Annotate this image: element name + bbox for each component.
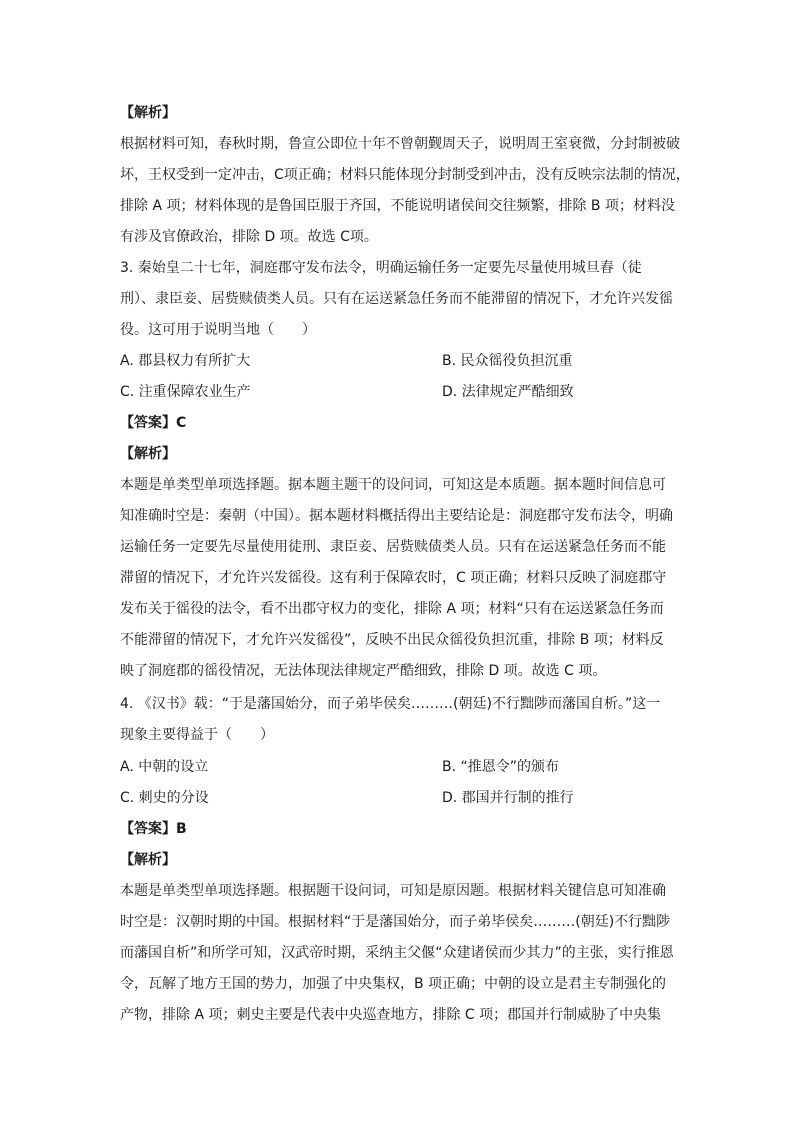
analysis-label: 【解析】: [120, 105, 176, 121]
analysis-line: 映了洞庭郡的徭役情况，无法体现法律规定严酷细致，排除 D 项。故选 C 项。: [120, 663, 607, 679]
analysis-line: 本题是单类型单项选择题。据本题主题干的设问词，可知这是本质题。据本题时间信息可: [120, 477, 666, 493]
answer-label: 【答案】B: [120, 821, 187, 837]
option-d: D. 法律规定严酷细致: [442, 384, 574, 400]
option-c: C. 注重保障农业生产: [120, 384, 251, 400]
question-3-stem: 役。这可用于说明当地（ ）: [120, 322, 316, 338]
option-a: A. 郡县权力有所扩大: [120, 353, 251, 369]
option-d: D. 郡国并行制的推行: [442, 790, 574, 806]
question-3-stem: 刑）、隶臣妾、居赀赎债类人员。只有在运送紧急任务而不能滞留的情况下，才允许兴发徭: [120, 291, 673, 307]
analysis-line: 知准确时空是：秦朝（中国）。据本题材料概括得出主要结论是：洞庭郡守发布法令，明确: [120, 508, 673, 524]
analysis-line: 排除 A 项；材料体现的是鲁国臣服于齐国，不能说明诸侯间交往频繁，排除 B 项；材料没: [120, 198, 675, 214]
analysis-line: 不能滞留的情况下，才允许兴发徭役”，反映不出民众徭役负担沉重，排除 B 项；材料反: [120, 632, 664, 648]
analysis-line: 坏，王权受到一定冲击，C项正确；材料只能体现分封制受到冲击，没有反映宗法制的情况，: [120, 167, 690, 183]
answer-label: 【答案】C: [120, 415, 187, 431]
analysis-line: 本题是单类型单项选择题。根据题干设问词，可知是原因题。根据材料关键信息可知准确: [120, 883, 666, 899]
question-4-stem: 现象主要得益于（ ）: [120, 727, 274, 743]
analysis-line: 运输任务一定要先尽量使用徒刑、隶臣妾、居赀赎债类人员。只有在运送紧急任务而不能: [120, 539, 666, 555]
option-b: B. 民众徭役负担沉重: [442, 353, 573, 369]
analysis-line: 时空是：汉朝时期的中国。根据材料“于是藩国始分，而子弟毕侯矣………(朝廷)不行黜陟: [120, 914, 671, 930]
analysis-line: 令，瓦解了地方王国的势力，加强了中央集权，B 项正确；中朝的设立是君主专制强化的: [120, 976, 667, 992]
analysis-line: 而藩国自析”和所学可知，汉武帝时期，采纳主父偃“众建诸侯而少其力”的主张，实行推恩: [120, 945, 674, 961]
option-c: C. 刺史的分设: [120, 790, 209, 806]
option-b: B. “推恩令”的颁布: [442, 759, 560, 775]
question-3-stem: 3. 秦始皇二十七年，洞庭郡守发布法令，明确运输任务一定要先尽量使用城旦舂（徒: [120, 260, 642, 276]
analysis-line: 发布关于徭役的法令，看不出郡守权力的变化，排除 A 项；材料“只有在运送紧急任务而: [120, 601, 664, 617]
analysis-line: 产物，排除 A 项；刺史主要是代表中央巡查地方，排除 C 项；郡国并行制威胁了中央集: [120, 1007, 662, 1023]
option-a: A. 中朝的设立: [120, 759, 209, 775]
analysis-label: 【解析】: [120, 446, 176, 462]
analysis-line: 根据材料可知，春秋时期，鲁宣公即位十年不曾朝觐周天子，说明周王室衰微，分封制被破: [120, 136, 680, 152]
analysis-line: 有涉及官僚政治，排除 D 项。故选 C项。: [120, 229, 378, 245]
question-4-stem: 4. 《汉书》载：“于是藩国始分，而子弟毕侯矣………(朝廷)不行黜陟而藩国自析。”这一: [120, 696, 661, 712]
analysis-label: 【解析】: [120, 852, 176, 868]
analysis-line: 滞留的情况下，才允许兴发徭役。这有利于保障农时，C 项正确；材料只反映了洞庭郡守: [120, 570, 667, 586]
